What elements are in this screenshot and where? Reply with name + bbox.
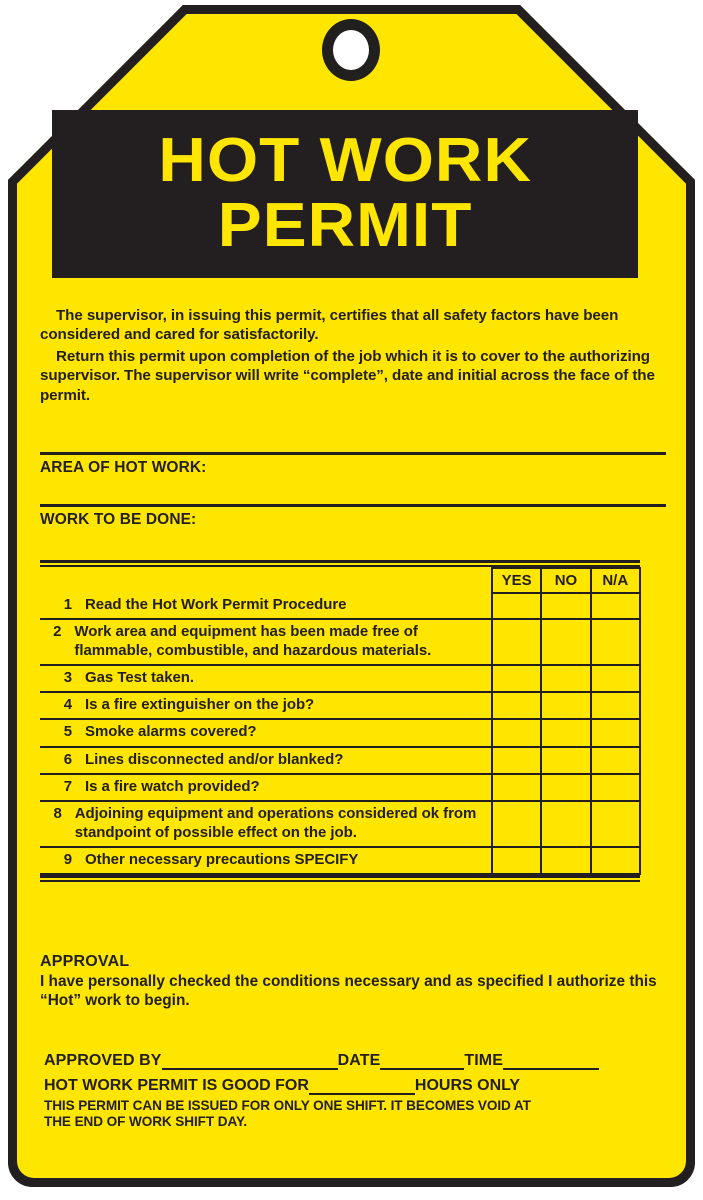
time-input[interactable]: [503, 1053, 599, 1070]
checklist-column-header-na: N/A: [591, 568, 640, 593]
fine-print-line-1: THIS PERMIT CAN BE ISSUED FOR ONLY ONE SHIFT. IT BECOMES VOID AT: [44, 1098, 531, 1113]
fine-print: [44, 1098, 666, 1131]
approved-by-input[interactable]: [162, 1053, 338, 1070]
checklist-item-5: [40, 719, 492, 746]
intro-text: [40, 306, 666, 405]
fine-print-line-2: THE END OF WORK SHIFT DAY.: [44, 1114, 248, 1130]
checklist-header-description: [40, 568, 492, 593]
table-top-rule: [40, 560, 640, 567]
checklist-checkbox-9-na[interactable]: [591, 847, 640, 874]
approved-by-line: [44, 1052, 666, 1070]
checklist-checkbox-9-yes[interactable]: [492, 847, 541, 874]
checklist-item-number: 5: [63, 723, 72, 741]
area-of-hot-work-write-line[interactable]: [40, 452, 666, 455]
page-title-line-1: HOT WORK: [158, 126, 532, 196]
checklist-item-8: [40, 801, 492, 847]
checklist-checkbox-8-yes[interactable]: [492, 801, 541, 847]
checklist-item-number: 7: [63, 778, 72, 796]
checklist-item-text: Other necessary precautions SPECIFY: [85, 850, 359, 868]
checklist-item-number: 4: [63, 696, 72, 714]
checklist-item-number: 1: [63, 596, 72, 613]
checklist-item-text: Gas Test taken.: [85, 668, 195, 686]
checklist-checkbox-2-no[interactable]: [541, 619, 590, 665]
checklist-checkbox-1-no[interactable]: [541, 593, 590, 619]
checklist-column-header-no: NO: [541, 568, 590, 593]
approved-by-label: APPROVED BY: [44, 1052, 162, 1069]
checklist-item-number: 9: [63, 850, 72, 868]
checklist-checkbox-7-no[interactable]: [541, 774, 590, 801]
checklist-item-text: Adjoining equipment and operations considered ok from standpoint of possible effect on the job.: [74, 805, 477, 841]
checklist-row: [40, 847, 640, 874]
checklist-checkbox-2-yes[interactable]: [492, 619, 541, 665]
checklist-item-text: Is a fire extinguisher on the job?: [85, 696, 315, 714]
checklist-item-4: [40, 692, 492, 719]
date-input[interactable]: [380, 1053, 464, 1070]
good-for-line: [44, 1077, 666, 1095]
checklist-checkbox-6-yes[interactable]: [492, 747, 541, 774]
intro-paragraph-1: The supervisor, in issuing this permit, certifies that all safety factors have been considered and cared for satisfactorily.: [40, 307, 619, 344]
approval-statement: I have personally checked the conditions necessary and as specified I authorize this “Hot” work to begin.: [40, 972, 657, 1009]
hours-only-label: HOURS ONLY: [414, 1077, 521, 1094]
good-for-label: HOT WORK PERMIT IS GOOD FOR: [44, 1077, 309, 1094]
checklist-checkbox-8-na[interactable]: [591, 801, 640, 847]
checklist-checkbox-6-na[interactable]: [591, 747, 640, 774]
checklist-row: [40, 747, 640, 774]
checklist-row: [40, 665, 640, 692]
checklist-checkbox-2-na[interactable]: [591, 619, 640, 665]
intro-paragraph-2: Return this permit upon completion of the job which it is to cover to the authorizing supervisor. The supervisor will write “complete”, date and initial across the face of the permit.: [40, 347, 655, 404]
checklist-row: [40, 719, 640, 746]
approval-section: [40, 952, 666, 1010]
checklist-item-number: 6: [63, 750, 72, 768]
checklist-row: [40, 692, 640, 719]
checklist-row: [40, 619, 640, 665]
checklist-checkbox-8-no[interactable]: [541, 801, 590, 847]
checklist-checkbox-3-yes[interactable]: [492, 665, 541, 692]
work-to-be-done-field[interactable]: [40, 504, 666, 529]
checklist-item-number: 8: [53, 805, 62, 823]
area-of-hot-work-field[interactable]: [40, 452, 666, 477]
checklist-item-text: Work area and equipment has been made free of flammable, combustible, and hazardous materials.: [74, 623, 432, 659]
checklist-item-3: [40, 665, 492, 692]
title-banner: [52, 110, 638, 278]
checklist-checkbox-3-no[interactable]: [541, 665, 590, 692]
checklist-checkbox-5-no[interactable]: [541, 719, 590, 746]
checklist-row: [40, 801, 640, 847]
footer-section: [44, 1052, 666, 1131]
checklist-checkbox-6-no[interactable]: [541, 747, 590, 774]
checklist-checkbox-4-na[interactable]: [591, 692, 640, 719]
checklist-checkbox-5-yes[interactable]: [492, 719, 541, 746]
checklist-checkbox-4-yes[interactable]: [492, 692, 541, 719]
table-bottom-rule: [40, 875, 640, 882]
approval-heading: APPROVAL: [40, 953, 130, 970]
hours-input[interactable]: [309, 1078, 415, 1095]
page-title-line-2: PERMIT: [217, 191, 473, 260]
checklist-checkbox-4-no[interactable]: [541, 692, 590, 719]
checklist-checkbox-1-na[interactable]: [591, 593, 640, 619]
work-to-be-done-label: WORK TO BE DONE:: [40, 511, 197, 528]
checklist-checkbox-7-yes[interactable]: [492, 774, 541, 801]
checklist-checkbox-1-yes[interactable]: [492, 593, 541, 619]
checklist-table: [40, 567, 641, 875]
date-label: DATE: [337, 1052, 381, 1069]
checklist-checkbox-5-na[interactable]: [591, 719, 640, 746]
checklist-item-number: 2: [53, 623, 62, 641]
checklist-item-number: 3: [63, 668, 72, 686]
time-label: TIME: [464, 1052, 503, 1069]
checklist-header-row: [40, 568, 640, 593]
checklist-item-text: Read the Hot Work Permit Procedure: [85, 596, 347, 613]
checklist-column-header-yes: YES: [492, 568, 541, 593]
checklist-checkbox-7-na[interactable]: [591, 774, 640, 801]
checklist-item-7: [40, 774, 492, 801]
checklist-item-9: [40, 847, 492, 874]
checklist-item-text: Smoke alarms covered?: [85, 723, 257, 741]
checklist-checkbox-9-no[interactable]: [541, 847, 590, 874]
checklist-row: [40, 774, 640, 801]
checklist-table-wrapper: [40, 560, 640, 882]
checklist-row: [40, 593, 640, 619]
checklist-item-text: Is a fire watch provided?: [85, 778, 260, 796]
checklist-item-text: Lines disconnected and/or blanked?: [85, 750, 344, 768]
checklist-item-1: [40, 593, 492, 619]
checklist-item-2: [40, 619, 492, 665]
area-of-hot-work-label: AREA OF HOT WORK:: [40, 459, 207, 476]
work-to-be-done-write-line[interactable]: [40, 504, 666, 507]
checklist-item-6: [40, 747, 492, 774]
checklist-checkbox-3-na[interactable]: [591, 665, 640, 692]
